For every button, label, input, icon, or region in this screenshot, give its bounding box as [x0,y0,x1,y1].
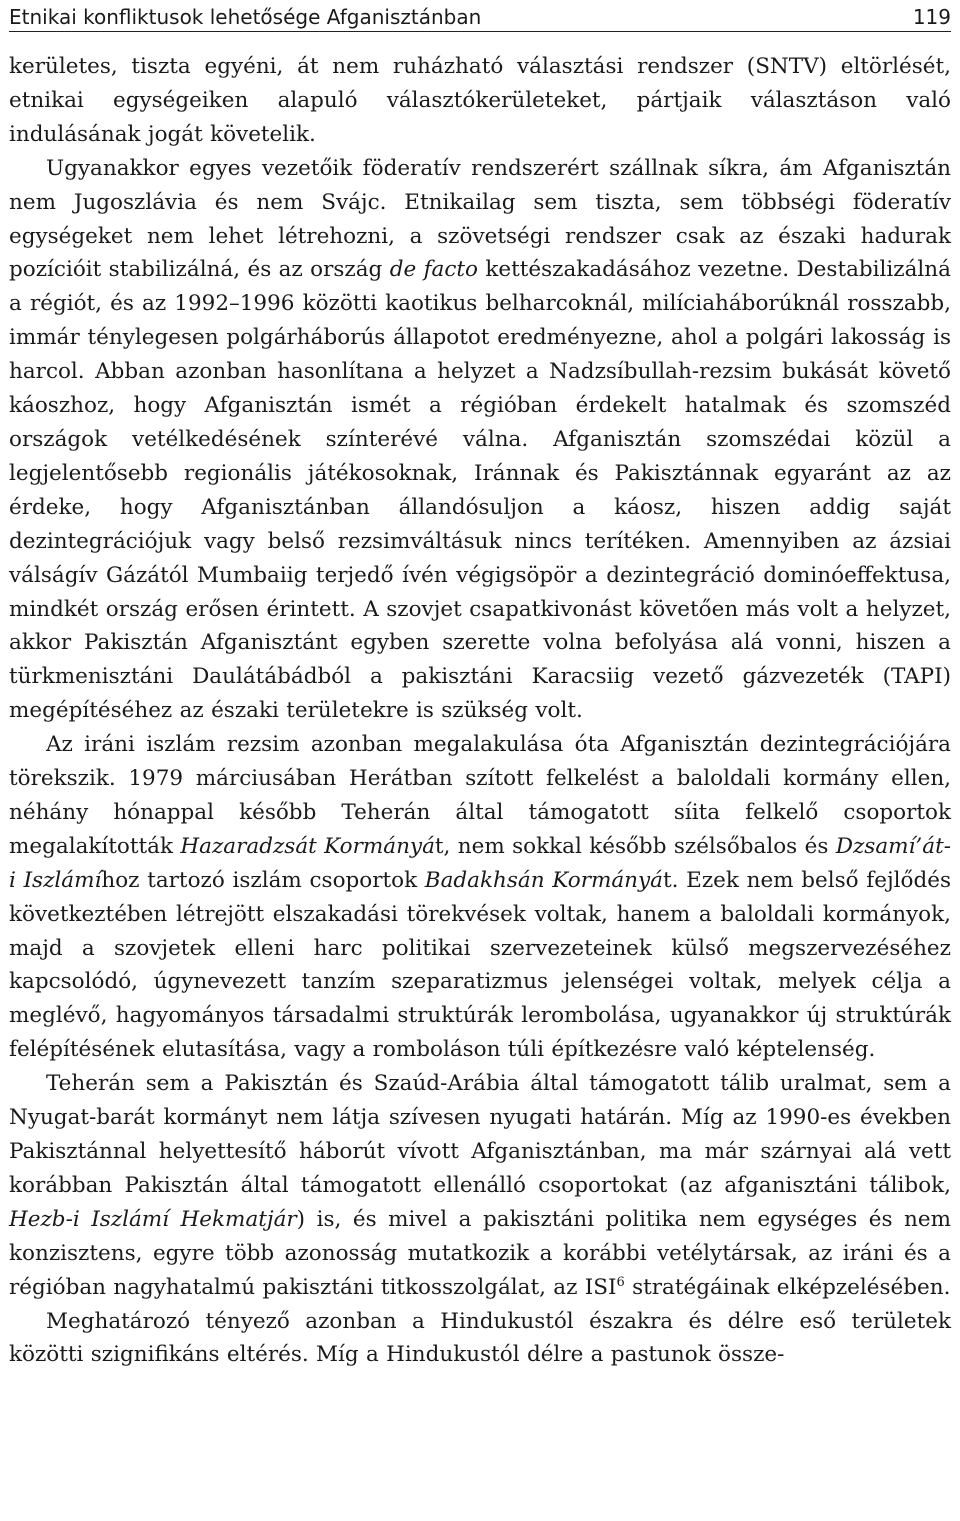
text-run: hoz tartozó iszlám csoportok [101,867,425,893]
paragraph [9,1067,951,1304]
italic-term: Badakhsán Kormányá [424,867,663,893]
text-run: kettészakadásához vezetne. Destabilizálná a régiót, és az 1992–1996 közötti kaotikus belharcoknál, milíciaháborúknál rosszabb, immár ténylegesen polgárháborús állapotot eredményezne, ahol a polgári lakosság is harcol. Abban azonban hasonlítana a helyzet a Nadzsíbullah-rezsim bukását követő káoszhoz, hogy Afganisztán ismét a régióban érdekelt hatalmak és szomszéd országok vetélkedésének színterévé válna. Afganisztán szomszédai közül a legjelentősebb regionális játékosoknak, Iránnak és Pakisztánnak egyaránt az az érdeke, hogy Afganisztánban állandósuljon a káosz, hiszen addig saját dezintegrációjuk vagy belső rezsimváltásuk nincs terítéken. Amennyiben az ázsiai válságív Gázától Mumbaiig terjedő ívén végigsöpör a dezintegráció dominóeffektusa, mindkét ország erősen érintett. A szovjet csapatkivonást követően más volt a helyzet, akkor Pakisztán Afganisztánt egyben szerette volna befolyása alá vonni, hiszen a türkmenisztáni Daulátábádból a pakisztáni Karacsiig vezető gázvezeték (TAPI) megépítéséhez az északi területekre is szükség volt. [9,257,951,724]
text-run: t, nem sokkal később szélsőbalos és [434,833,836,859]
text-run: kerületes, tiszta egyéni, át nem ruházható választási rendszer (SNTV) eltörlését, etnikai egységeiken alapuló választókerületeket, pártjaik választáson való indulásának jogát követelik. [9,54,951,147]
italic-term: de facto [389,257,478,283]
text-run: ) is, és mivel a pakisztáni politika nem egységes és nem konzisztens, egyre több azonosság mutatkozik a korábbi vetélytársak, az iráni és a régióban nagyhatalmú pakisztáni titkosszolgálat, az ISI [9,1206,951,1300]
text-run: Az iráni iszlám rezsim azonban megalakulása óta Afganisztán dezintegrációjára törekszik. 1979 márciusában Herátban szított felkelést a baloldali kormány ellen, néhány hónappal később Teherán által támogatott síita felkelő csoportok megalakították [9,732,951,859]
chapter-title: Etnikai konfliktusok lehetősége Afganisztánban [9,5,482,29]
body-text [9,50,951,1372]
text-run: t. Ezek nem belső fejlődés következtében létrejött elszakadási törekvések voltak, hanem a baloldali kormányok, majd a szovjetek elleni harc politikai szervezeteinek külső megszervezéséhez kapcsolódó, úgynevezett tanzím szeparatizmus jelenségei voltak, melyek célja a meglévő, hagyományos társadalmi struktúrák lerombolása, ugyanakkor új struktúrák felépítésének elutasítása, vagy a romboláson túli építkezésre való képtelenség. [9,867,951,1063]
paragraph [9,50,951,728]
italic-term: Hezb-i Iszlámí Hekmatjár [9,1206,297,1232]
text-run: Meghatározó tényező azonban a Hindukustól északra és délre eső területek közötti szignifikáns eltérés. Míg a Hindukustól délre a pastunok össze- [9,1308,951,1368]
text-run: stratégáinak elképzelésében. [624,1274,951,1300]
text-run: Teherán sem a Pakisztán és Szaúd-Arábia által támogatott tálib uralmat, sem a Nyugat-barát kormányt nem látja szívesen nyugati határán. Míg az 1990-es években Pakisztánnal helyettesítő háborút vívott Afganisztánban, ma már szárnyai alá vett korábban Pakisztán által támogatott ellenálló csoportokat (az afganisztáni tálibok, [9,1071,951,1198]
page-number: 119 [912,5,951,29]
footnote-ref: 6 [616,1274,625,1290]
paragraph [9,1305,951,1373]
italic-term: Dzsamí’át-i Iszlámí [9,833,951,893]
running-header [9,0,951,32]
italic-term: Hazaradzsát Kormányá [180,833,435,859]
text-run: Ugyanakkor egyes vezetőik föderatív rendszerért szállnak síkra, ám Afganisztán nem Jugoszlávia és nem Svájc. Etnikailag sem tiszta, sem többségi föderatív egységeket nem lehet létrehozni, a szövetségi rendszer csak az északi hadurak pozícióit stabilizálná, és az ország [9,155,951,283]
paragraph [9,728,951,1067]
